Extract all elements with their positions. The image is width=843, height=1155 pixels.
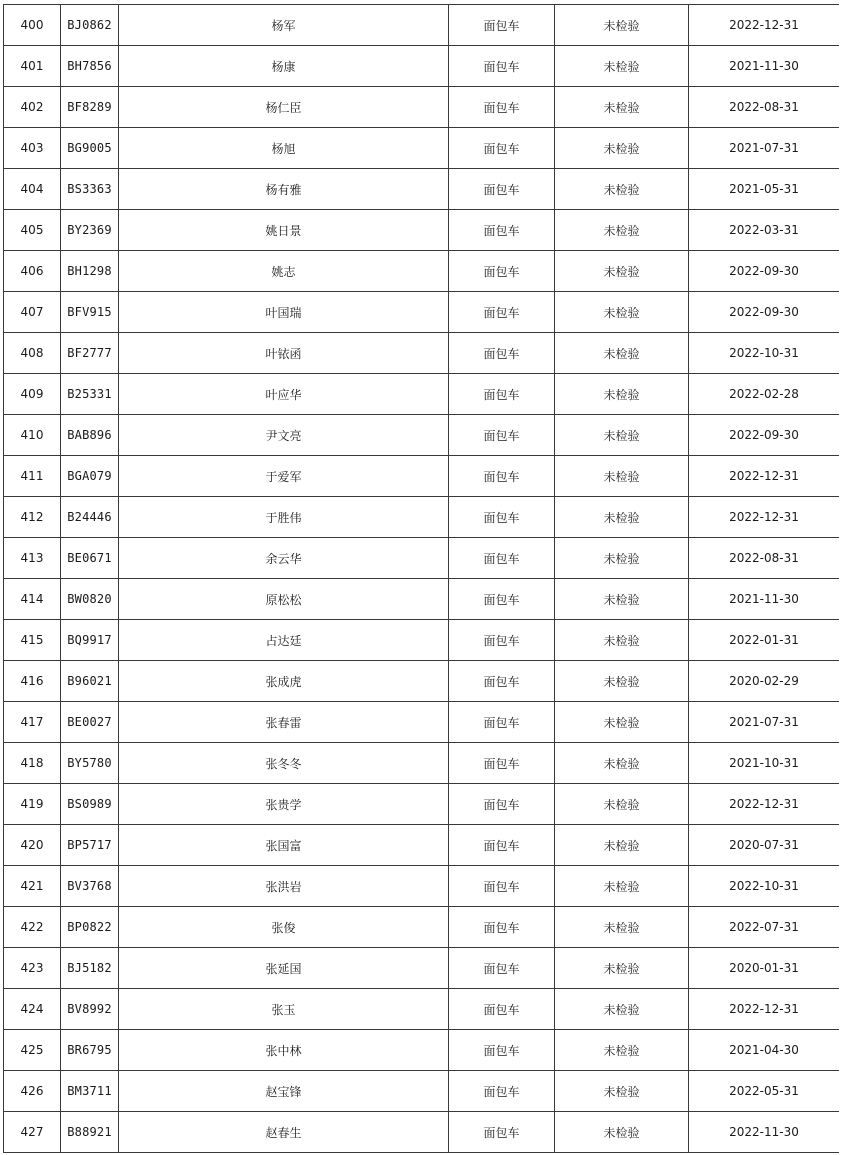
inspection-status-cell: 未检验 — [555, 866, 689, 907]
inspection-status-cell: 未检验 — [555, 825, 689, 866]
row-index-cell: 403 — [4, 128, 61, 169]
table-row — [4, 5, 840, 46]
vehicle-type-cell: 面包车 — [449, 87, 555, 128]
row-index-cell: 418 — [4, 743, 61, 784]
expiry-date-cell: 2022-12-31 — [689, 989, 840, 1030]
owner-name-cell: 张贵学 — [119, 784, 449, 825]
table-row — [4, 87, 840, 128]
row-index-cell: 404 — [4, 169, 61, 210]
row-index-cell: 405 — [4, 210, 61, 251]
expiry-date-cell: 2022-11-30 — [689, 1112, 840, 1153]
owner-name-cell: 张洪岩 — [119, 866, 449, 907]
expiry-date-cell: 2021-05-31 — [689, 169, 840, 210]
expiry-date-cell: 2022-12-31 — [689, 784, 840, 825]
inspection-status-cell: 未检验 — [555, 5, 689, 46]
owner-name-cell: 杨旭 — [119, 128, 449, 169]
vehicle-type-cell: 面包车 — [449, 825, 555, 866]
vehicle-type-cell: 面包车 — [449, 907, 555, 948]
owner-name-cell: 叶应华 — [119, 374, 449, 415]
vehicle-type-cell: 面包车 — [449, 169, 555, 210]
table-row — [4, 251, 840, 292]
inspection-status-cell: 未检验 — [555, 661, 689, 702]
expiry-date-cell: 2022-09-30 — [689, 292, 840, 333]
owner-name-cell: 原松松 — [119, 579, 449, 620]
owner-name-cell: 叶国瑞 — [119, 292, 449, 333]
table-row — [4, 128, 840, 169]
vehicle-type-cell: 面包车 — [449, 1071, 555, 1112]
plate-number-cell: B25331 — [61, 374, 119, 415]
vehicle-type-cell: 面包车 — [449, 538, 555, 579]
table-row — [4, 538, 840, 579]
plate-number-cell: BQ9917 — [61, 620, 119, 661]
plate-number-cell: B88921 — [61, 1112, 119, 1153]
table-row — [4, 374, 840, 415]
inspection-status-cell: 未检验 — [555, 743, 689, 784]
expiry-date-cell: 2022-09-30 — [689, 415, 840, 456]
plate-number-cell: BE0027 — [61, 702, 119, 743]
expiry-date-cell: 2022-08-31 — [689, 538, 840, 579]
inspection-status-cell: 未检验 — [555, 128, 689, 169]
owner-name-cell: 张冬冬 — [119, 743, 449, 784]
row-index-cell: 427 — [4, 1112, 61, 1153]
owner-name-cell: 张国富 — [119, 825, 449, 866]
inspection-status-cell: 未检验 — [555, 579, 689, 620]
vehicle-type-cell: 面包车 — [449, 579, 555, 620]
expiry-date-cell: 2022-07-31 — [689, 907, 840, 948]
inspection-status-cell: 未检验 — [555, 538, 689, 579]
owner-name-cell: 杨康 — [119, 46, 449, 87]
inspection-status-cell: 未检验 — [555, 415, 689, 456]
vehicle-type-cell: 面包车 — [449, 210, 555, 251]
owner-name-cell: 张玉 — [119, 989, 449, 1030]
owner-name-cell: 张春雷 — [119, 702, 449, 743]
vehicle-type-cell: 面包车 — [449, 5, 555, 46]
row-index-cell: 402 — [4, 87, 61, 128]
owner-name-cell: 杨军 — [119, 5, 449, 46]
owner-name-cell: 张延国 — [119, 948, 449, 989]
expiry-date-cell: 2020-02-29 — [689, 661, 840, 702]
owner-name-cell: 张中林 — [119, 1030, 449, 1071]
owner-name-cell: 占达廷 — [119, 620, 449, 661]
owner-name-cell: 杨有雅 — [119, 169, 449, 210]
inspection-status-cell: 未检验 — [555, 292, 689, 333]
expiry-date-cell: 2021-07-31 — [689, 702, 840, 743]
table-row — [4, 825, 840, 866]
row-index-cell: 413 — [4, 538, 61, 579]
expiry-date-cell: 2022-08-31 — [689, 87, 840, 128]
expiry-date-cell: 2022-05-31 — [689, 1071, 840, 1112]
inspection-status-cell: 未检验 — [555, 374, 689, 415]
expiry-date-cell: 2021-07-31 — [689, 128, 840, 169]
vehicle-records-table — [3, 4, 840, 1153]
vehicle-type-cell: 面包车 — [449, 1030, 555, 1071]
inspection-status-cell: 未检验 — [555, 989, 689, 1030]
inspection-status-cell: 未检验 — [555, 46, 689, 87]
table-row — [4, 948, 840, 989]
owner-name-cell: 姚日景 — [119, 210, 449, 251]
plate-number-cell: BF8289 — [61, 87, 119, 128]
table-row — [4, 415, 840, 456]
inspection-status-cell: 未检验 — [555, 620, 689, 661]
row-index-cell: 401 — [4, 46, 61, 87]
table-row — [4, 46, 840, 87]
expiry-date-cell: 2022-12-31 — [689, 497, 840, 538]
row-index-cell: 410 — [4, 415, 61, 456]
table-row — [4, 743, 840, 784]
vehicle-type-cell: 面包车 — [449, 1112, 555, 1153]
plate-number-cell: BH7856 — [61, 46, 119, 87]
inspection-status-cell: 未检验 — [555, 702, 689, 743]
vehicle-type-cell: 面包车 — [449, 661, 555, 702]
table-row — [4, 866, 840, 907]
expiry-date-cell: 2020-07-31 — [689, 825, 840, 866]
plate-number-cell: BY5780 — [61, 743, 119, 784]
owner-name-cell: 张俊 — [119, 907, 449, 948]
table-row — [4, 989, 840, 1030]
inspection-status-cell: 未检验 — [555, 1030, 689, 1071]
owner-name-cell: 于胜伟 — [119, 497, 449, 538]
table-row — [4, 1071, 840, 1112]
row-index-cell: 417 — [4, 702, 61, 743]
table-row — [4, 210, 840, 251]
table-row — [4, 497, 840, 538]
table-body — [4, 5, 840, 1153]
row-index-cell: 419 — [4, 784, 61, 825]
vehicle-type-cell: 面包车 — [449, 620, 555, 661]
row-index-cell: 421 — [4, 866, 61, 907]
owner-name-cell: 杨仁臣 — [119, 87, 449, 128]
expiry-date-cell: 2022-09-30 — [689, 251, 840, 292]
plate-number-cell: B96021 — [61, 661, 119, 702]
inspection-status-cell: 未检验 — [555, 87, 689, 128]
inspection-status-cell: 未检验 — [555, 169, 689, 210]
plate-number-cell: BH1298 — [61, 251, 119, 292]
inspection-status-cell: 未检验 — [555, 251, 689, 292]
owner-name-cell: 张成虎 — [119, 661, 449, 702]
expiry-date-cell: 2022-12-31 — [689, 456, 840, 497]
vehicle-type-cell: 面包车 — [449, 702, 555, 743]
plate-number-cell: BR6795 — [61, 1030, 119, 1071]
row-index-cell: 415 — [4, 620, 61, 661]
table-row — [4, 456, 840, 497]
expiry-date-cell: 2020-01-31 — [689, 948, 840, 989]
row-index-cell: 408 — [4, 333, 61, 374]
row-index-cell: 422 — [4, 907, 61, 948]
row-index-cell: 400 — [4, 5, 61, 46]
owner-name-cell: 尹文亮 — [119, 415, 449, 456]
vehicle-type-cell: 面包车 — [449, 989, 555, 1030]
inspection-status-cell: 未检验 — [555, 456, 689, 497]
vehicle-type-cell: 面包车 — [449, 333, 555, 374]
row-index-cell: 411 — [4, 456, 61, 497]
plate-number-cell: BV8992 — [61, 989, 119, 1030]
table-row — [4, 1030, 840, 1071]
plate-number-cell: BFV915 — [61, 292, 119, 333]
inspection-status-cell: 未检验 — [555, 1071, 689, 1112]
owner-name-cell: 姚志 — [119, 251, 449, 292]
row-index-cell: 407 — [4, 292, 61, 333]
vehicle-type-cell: 面包车 — [449, 456, 555, 497]
table-row — [4, 907, 840, 948]
plate-number-cell: BJ5182 — [61, 948, 119, 989]
inspection-status-cell: 未检验 — [555, 497, 689, 538]
plate-number-cell: BGA079 — [61, 456, 119, 497]
expiry-date-cell: 2022-12-31 — [689, 5, 840, 46]
expiry-date-cell: 2022-03-31 — [689, 210, 840, 251]
row-index-cell: 409 — [4, 374, 61, 415]
owner-name-cell: 赵宝锋 — [119, 1071, 449, 1112]
table-row — [4, 1112, 840, 1153]
plate-number-cell: BJ0862 — [61, 5, 119, 46]
plate-number-cell: BS0989 — [61, 784, 119, 825]
plate-number-cell: BS3363 — [61, 169, 119, 210]
row-index-cell: 420 — [4, 825, 61, 866]
expiry-date-cell: 2022-10-31 — [689, 866, 840, 907]
row-index-cell: 423 — [4, 948, 61, 989]
inspection-status-cell: 未检验 — [555, 948, 689, 989]
vehicle-type-cell: 面包车 — [449, 948, 555, 989]
vehicle-type-cell: 面包车 — [449, 784, 555, 825]
plate-number-cell: BG9005 — [61, 128, 119, 169]
table-row — [4, 661, 840, 702]
inspection-status-cell: 未检验 — [555, 1112, 689, 1153]
vehicle-type-cell: 面包车 — [449, 497, 555, 538]
table-row — [4, 169, 840, 210]
row-index-cell: 416 — [4, 661, 61, 702]
vehicle-type-cell: 面包车 — [449, 292, 555, 333]
plate-number-cell: BV3768 — [61, 866, 119, 907]
vehicle-type-cell: 面包车 — [449, 743, 555, 784]
row-index-cell: 425 — [4, 1030, 61, 1071]
owner-name-cell: 余云华 — [119, 538, 449, 579]
row-index-cell: 414 — [4, 579, 61, 620]
table-row — [4, 579, 840, 620]
expiry-date-cell: 2021-11-30 — [689, 579, 840, 620]
plate-number-cell: BF2777 — [61, 333, 119, 374]
table-row — [4, 292, 840, 333]
plate-number-cell: B24446 — [61, 497, 119, 538]
plate-number-cell: BE0671 — [61, 538, 119, 579]
inspection-status-cell: 未检验 — [555, 210, 689, 251]
table-row — [4, 333, 840, 374]
expiry-date-cell: 2021-11-30 — [689, 46, 840, 87]
vehicle-type-cell: 面包车 — [449, 46, 555, 87]
row-index-cell: 426 — [4, 1071, 61, 1112]
vehicle-type-cell: 面包车 — [449, 415, 555, 456]
inspection-status-cell: 未检验 — [555, 907, 689, 948]
inspection-status-cell: 未检验 — [555, 333, 689, 374]
page-margin — [839, 0, 843, 1155]
table-row — [4, 784, 840, 825]
expiry-date-cell: 2022-01-31 — [689, 620, 840, 661]
inspection-status-cell: 未检验 — [555, 784, 689, 825]
vehicle-type-cell: 面包车 — [449, 128, 555, 169]
vehicle-type-cell: 面包车 — [449, 251, 555, 292]
plate-number-cell: BAB896 — [61, 415, 119, 456]
vehicle-type-cell: 面包车 — [449, 374, 555, 415]
vehicle-type-cell: 面包车 — [449, 866, 555, 907]
owner-name-cell: 叶铱函 — [119, 333, 449, 374]
expiry-date-cell: 2022-02-28 — [689, 374, 840, 415]
expiry-date-cell: 2022-10-31 — [689, 333, 840, 374]
table-row — [4, 702, 840, 743]
plate-number-cell: BY2369 — [61, 210, 119, 251]
plate-number-cell: BM3711 — [61, 1071, 119, 1112]
expiry-date-cell: 2021-10-31 — [689, 743, 840, 784]
expiry-date-cell: 2021-04-30 — [689, 1030, 840, 1071]
row-index-cell: 406 — [4, 251, 61, 292]
plate-number-cell: BP0822 — [61, 907, 119, 948]
plate-number-cell: BP5717 — [61, 825, 119, 866]
plate-number-cell: BW0820 — [61, 579, 119, 620]
row-index-cell: 424 — [4, 989, 61, 1030]
row-index-cell: 412 — [4, 497, 61, 538]
owner-name-cell: 赵春生 — [119, 1112, 449, 1153]
table-row — [4, 620, 840, 661]
owner-name-cell: 于爱军 — [119, 456, 449, 497]
